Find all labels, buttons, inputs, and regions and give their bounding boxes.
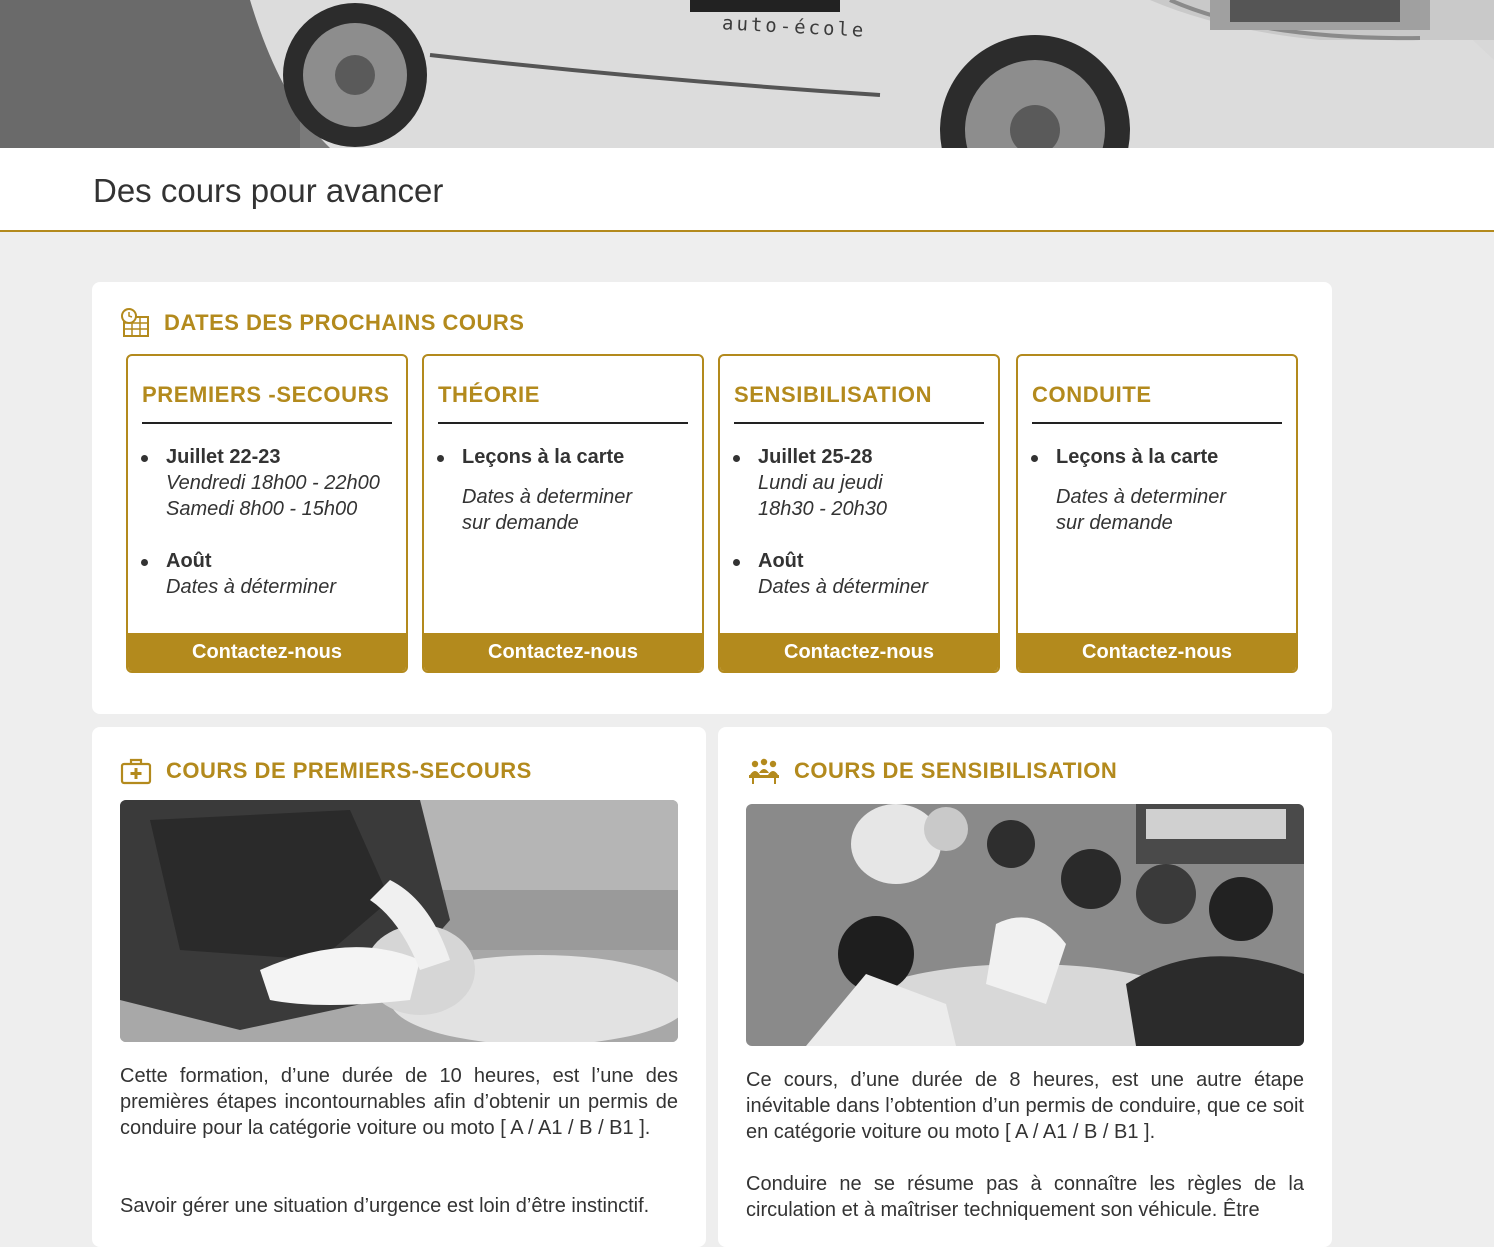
date-label: Juillet 25-28	[758, 446, 873, 468]
group-meeting-icon	[748, 757, 780, 785]
date-label: Août	[166, 550, 212, 572]
list-item	[1056, 444, 1296, 536]
first-aid-title: COURS DE PREMIERS-SECOURS	[166, 758, 532, 783]
list-item	[462, 444, 702, 536]
contact-button[interactable]: Contactez-nous	[424, 633, 702, 671]
awareness-header	[748, 757, 1117, 785]
title-bar	[0, 148, 1494, 232]
calendar-clock-icon	[120, 308, 150, 338]
contact-button[interactable]: Contactez-nous	[1018, 633, 1296, 671]
course-dates-list	[720, 444, 998, 600]
course-box-premiers-secours	[126, 354, 408, 673]
date-detail: Dates à determiner	[1056, 486, 1227, 508]
date-detail: sur demande	[1056, 512, 1173, 534]
course-box-conduite	[1016, 354, 1298, 673]
date-detail: Dates à déterminer	[166, 576, 337, 598]
page-title: Des cours pour avancer	[93, 172, 444, 209]
date-detail: sur demande	[462, 512, 579, 534]
course-dates-list	[1018, 444, 1296, 536]
awareness-title: COURS DE SENSIBILISATION	[794, 758, 1118, 783]
date-detail: Dates à déterminer	[758, 576, 929, 598]
contact-button[interactable]: Contactez-nous	[720, 633, 998, 671]
awareness-card	[718, 727, 1332, 1247]
dates-section-header	[120, 308, 524, 338]
first-aid-photo	[120, 800, 678, 1042]
date-detail: Samedi 8h00 - 15h00	[166, 498, 358, 520]
contact-button[interactable]: Contactez-nous	[128, 633, 406, 671]
dates-card	[92, 282, 1332, 714]
date-label: Leçons à la carte	[1056, 446, 1219, 468]
first-aid-kit-icon	[120, 757, 152, 785]
list-item	[758, 444, 998, 522]
date-detail: 18h30 - 20h30	[758, 498, 888, 520]
course-title: SENSIBILISATION	[734, 382, 984, 424]
course-title: THÉORIE	[438, 382, 688, 424]
course-box-sensibilisation	[718, 354, 1000, 673]
date-label: Août	[758, 550, 804, 572]
course-dates-list	[424, 444, 702, 536]
course-title: PREMIERS -SECOURS	[142, 382, 392, 424]
awareness-paragraph-1: Ce cours, d’une durée de 8 heures, est une autre étape inévitable dans l’obtention d’un permis de conduire, que ce soit en catégorie voiture ou moto [ A / A1 / B / B1 ].	[746, 1069, 1304, 1143]
date-detail: Lundi au jeudi	[758, 472, 883, 494]
awareness-paragraph-2: Conduire ne se résume pas à connaître les règles de la circulation et à maîtriser techniquement son véhicule. Être	[746, 1173, 1304, 1221]
first-aid-paragraph-2: Savoir gérer une situation d’urgence est loin d’être instinctif.	[120, 1195, 650, 1217]
course-dates-list	[128, 444, 406, 600]
list-item	[166, 444, 406, 522]
hero-brand-text: auto-école	[721, 12, 867, 42]
course-box-theorie	[422, 354, 704, 673]
date-label: Juillet 22-23	[166, 446, 281, 468]
date-detail: Vendredi 18h00 - 22h00	[166, 472, 380, 494]
dates-section-title: DATES DES PROCHAINS COURS	[164, 310, 525, 335]
date-label: Leçons à la carte	[462, 446, 625, 468]
list-item	[166, 548, 406, 600]
date-detail: Dates à determiner	[462, 486, 633, 508]
first-aid-paragraph-1: Cette formation, d’une durée de 10 heures, est l’une des premières étapes incontournables afin d’obtenir un permis de conduire pour la catégorie voiture ou moto [ A / A1 / B / B1 ].	[120, 1065, 678, 1139]
first-aid-header	[120, 757, 532, 785]
course-title: CONDUITE	[1032, 382, 1282, 424]
first-aid-card	[92, 727, 706, 1247]
list-item	[758, 548, 998, 600]
awareness-photo	[746, 804, 1304, 1046]
hero-banner	[0, 0, 1494, 148]
